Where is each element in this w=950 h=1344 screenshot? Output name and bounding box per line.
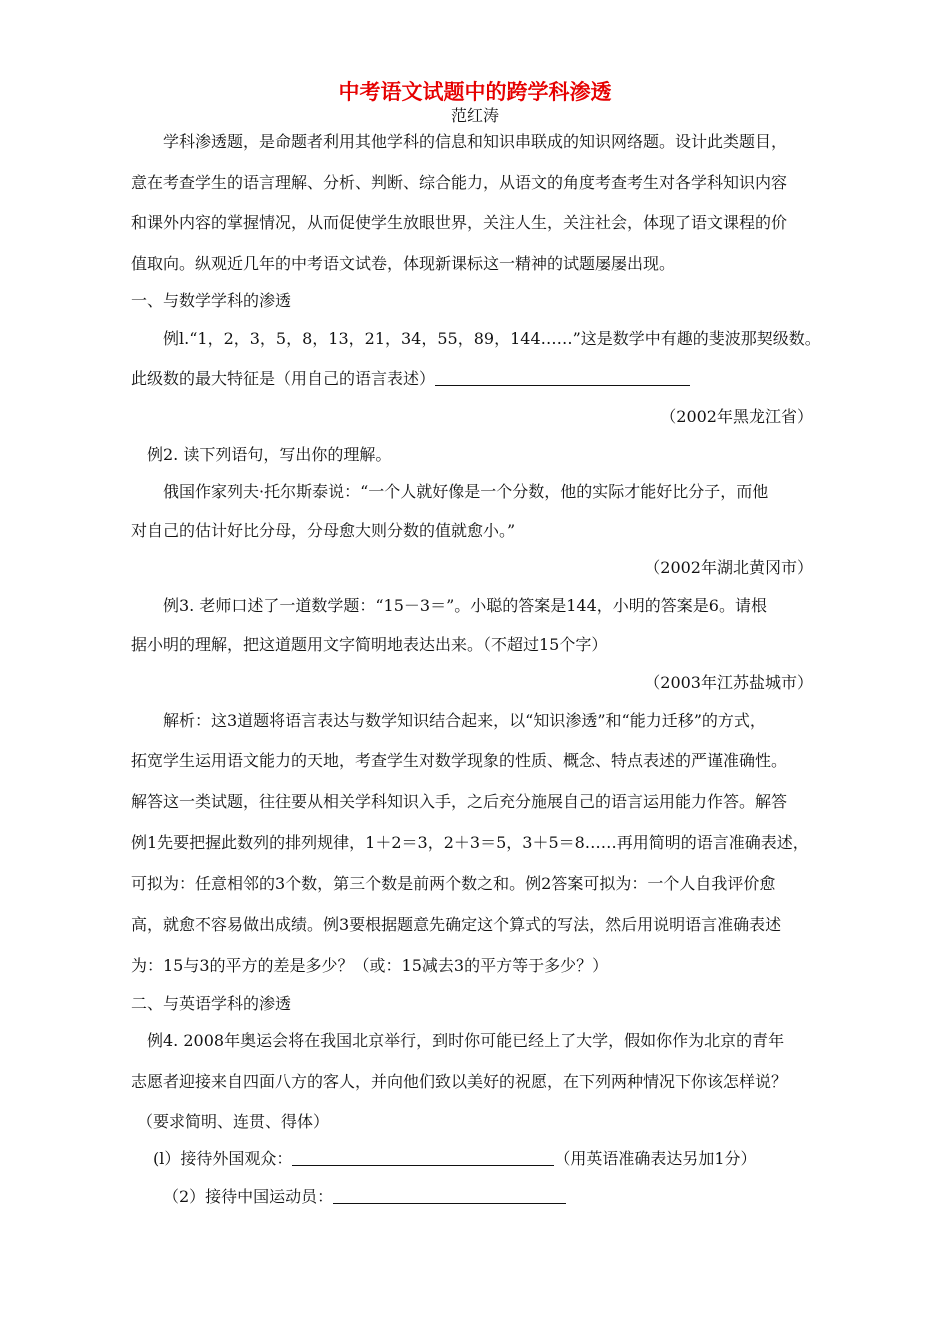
example-2-text: 例2. 读下列语句，写出你的理解。: [147, 445, 392, 464]
analysis-line: 解析：这3道题将语言表达与数学知识结合起来，以“知识渗透”和“能力迁移”的方式，: [163, 711, 766, 730]
answer-blank[interactable]: [292, 1149, 554, 1166]
example-3-source: （2003年江苏盐城市）: [644, 673, 813, 692]
example-2-quote: 俄国作家列夫·托尔斯泰说：“一个人就好像是一个分数，他的实际才能好比分子，而他: [163, 482, 769, 501]
example-1-source: （2002年黑龙江省）: [660, 407, 813, 426]
example-2-quote: 对自己的估计好比分母，分母愈大则分数的值就愈小。”: [131, 521, 516, 540]
answer-blank[interactable]: [435, 369, 690, 386]
analysis-line: 拓宽学生运用语文能力的天地，考查学生对数学现象的性质、概念、特点表述的严谨准确性。: [131, 751, 788, 770]
section-heading-english: 二、与英语学科的渗透: [131, 994, 292, 1013]
analysis-line: 例1先要把握此数列的排列规律，1＋2＝3，2＋3＝5，3＋5＝8……再用简明的语言准确表述，: [131, 833, 809, 852]
example-4-text: 例4. 2008年奥运会将在我国北京举行，到时你可能已经上了大学，假如你作为北京的青年: [147, 1031, 785, 1050]
intro-paragraph-line: 值取向。纵观近几年的中考语文试卷，体现新课标这一精神的试题屡屡出现。: [131, 254, 676, 273]
intro-paragraph-line: 和课外内容的掌握情况，从而促使学生放眼世界，关注人生，关注社会，体现了语文课程的价: [131, 213, 788, 232]
example-1-text: 例l.“1，2，3，5，8，13，21，34，55，89，144……”这是数学中有趣的斐波那契级数。: [163, 329, 821, 348]
example-2-source: （2002年湖北黄冈市）: [644, 558, 813, 577]
document-title: 中考语文试题中的跨学科渗透: [338, 79, 612, 104]
example-4-item-2: [163, 1186, 853, 1208]
intro-paragraph-line: 学科渗透题，是命题者利用其他学科的信息和知识串联成的知识网络题。设计此类题目，: [163, 132, 788, 151]
intro-paragraph-line: 意在考查学生的语言理解、分析、判断、综合能力，从语文的角度考查考生对各学科知识内容: [131, 173, 788, 192]
item-1-note: （用英语准确表达另加1分）: [554, 1149, 757, 1168]
example-4-item-1: [153, 1148, 843, 1170]
example-1-question: [131, 368, 821, 390]
answer-blank[interactable]: [333, 1187, 566, 1204]
item-1-label: (l）接待外国观众：: [153, 1149, 293, 1168]
analysis-line: 解答这一类试题，往往要从相关学科知识入手，之后充分施展自己的语言运用能力作答。解答: [131, 792, 788, 811]
document-author: 范红涛: [450, 106, 499, 125]
analysis-line: 可拟为：任意相邻的3个数，第三个数是前两个数之和。例2答案可拟为：一个人自我评价愈: [131, 874, 776, 893]
section-heading-math: 一、与数学学科的渗透: [131, 291, 292, 310]
analysis-line: 高，就愈不容易做出成绩。例3要根据题意先确定这个算式的写法，然后用说明语言准确表述: [131, 915, 782, 934]
example-4-text: 志愿者迎接来自四面八方的客人，并向他们致以美好的祝愿，在下列两种情况下你该怎样说？: [131, 1072, 788, 1091]
example-3-text: 据小明的理解，把这道题用文字简明地表达出来。（不超过15个字）: [131, 635, 608, 654]
example-1-prompt: 此级数的最大特征是（用自己的语言表述）: [131, 369, 436, 388]
analysis-line: 为：15与3的平方的差是多少？（或：15减去3的平方等于多少？）: [131, 956, 609, 975]
example-3-text: 例3. 老师口述了一道数学题：“15－3＝”。小聪的答案是144，小明的答案是6。请根: [163, 596, 767, 615]
example-4-requirements: （要求简明、连贯、得体）: [137, 1112, 330, 1131]
item-2-label: （2）接待中国运动员：: [163, 1187, 334, 1206]
